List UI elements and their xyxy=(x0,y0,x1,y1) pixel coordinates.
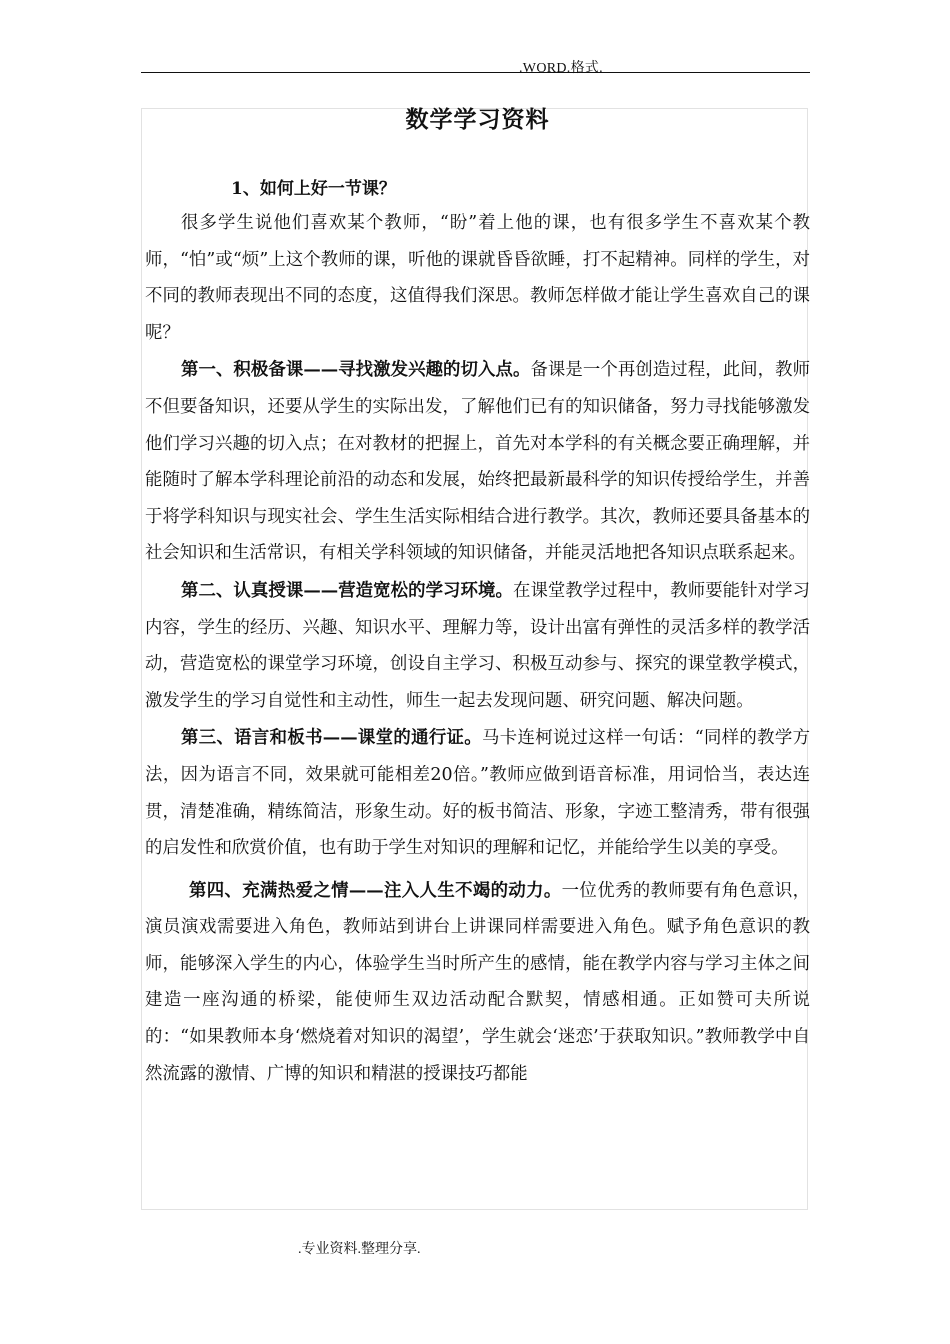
document-title: 数学学习资料 xyxy=(405,106,550,133)
point-body-4: 一位优秀的教师要有角色意识，演员演戏需要进入角色，教师站到讲台上讲课同样需要进入角色。赋予角色意识的教师，能够深入学生的内心，体验学生当时所产生的感情，能在教学内容与学习主体之间建造一座沟通的桥梁，能使师生双边活动配合默契，情感相通。正如赞可夫所说的：“如果教师本身‘燃烧着对知识的渴望’，学生就会‘迷恋’于获取知识。”教师教学中自然流露的激情、广博的知识和精湛的授课技巧都能 xyxy=(145,880,810,1084)
header-rule xyxy=(141,72,810,73)
point-paragraph-3 xyxy=(145,720,810,866)
page-footer-text: .专业资料.整理分享. xyxy=(298,1242,421,1257)
document-body xyxy=(145,98,810,1092)
point-body-1: 备课是一个再创造过程，此间，教师不但要备知识，还要从学生的实际出发，了解他们已有的知识储备，努力寻找能够激发他们学习兴趣的切入点；在对教材的把握上，首先对本学科的有关概念要正确理解，并能随时了解本学科理论前沿的动态和发展，始终把最新最科学的知识传授给学生，并善于将学科知识与现实社会、学生生活实际相结合进行教学。其次，教师还要具备基本的社会知识和生活常识，有相关学科领域的知识储备，并能灵活地把各知识点联系起来。 xyxy=(145,360,810,564)
page-header-text: .WORD.格式. xyxy=(519,61,603,76)
point-lead-1: 第一、积极备课——寻找激发兴趣的切入点。 xyxy=(181,360,531,381)
point-paragraph-1 xyxy=(145,352,810,572)
point-body-2: 在课堂教学过程中，教师要能针对学习内容，学生的经历、兴趣、知识水平、理解力等，设计出富有弹性的灵活多样的教学活动，营造宽松的课堂学习环境，创设自主学习、积极互动参与、探究的课堂教学模式，激发学生的学习自觉性和主动性，师生一起去发现问题、研究问题、解决问题。 xyxy=(145,580,810,711)
point-paragraph-4 xyxy=(145,873,810,1093)
point-lead-2: 第二、认真授课——营造宽松的学习环境。 xyxy=(181,580,513,601)
point-lead-3: 第三、语言和板书——课堂的通行证。 xyxy=(181,728,483,749)
point-paragraph-2 xyxy=(145,573,810,719)
intro-paragraph: 很多学生说他们喜欢某个教师，“盼”着上他的课，也有很多学生不喜欢某个教师，“怕”或“烦”上这个教师的课，听他的课就昏昏欲睡，打不起精神。同样的学生，对不同的教师表现出不同的态度，这值得我们深思。教师怎样做才能让学生喜欢自己的课呢？ xyxy=(145,213,810,343)
question-heading: 1、如何上好一节课？ xyxy=(231,179,396,199)
point-lead-4: 第四、充满热爱之情——注入人生不竭的动力。 xyxy=(189,880,562,901)
point-body-3: 马卡连柯说过这样一句话：“同样的教学方法，因为语言不同，效果就可能相差20倍。”教师应做到语音标准，用词恰当，表达连贯，清楚准确，精练简洁，形象生动。好的板书简洁、形象，字迹工整清秀，带有很强的启发性和欣赏价值，也有助于学生对知识的理解和记忆，并能给学生以美的享受。 xyxy=(145,728,810,859)
